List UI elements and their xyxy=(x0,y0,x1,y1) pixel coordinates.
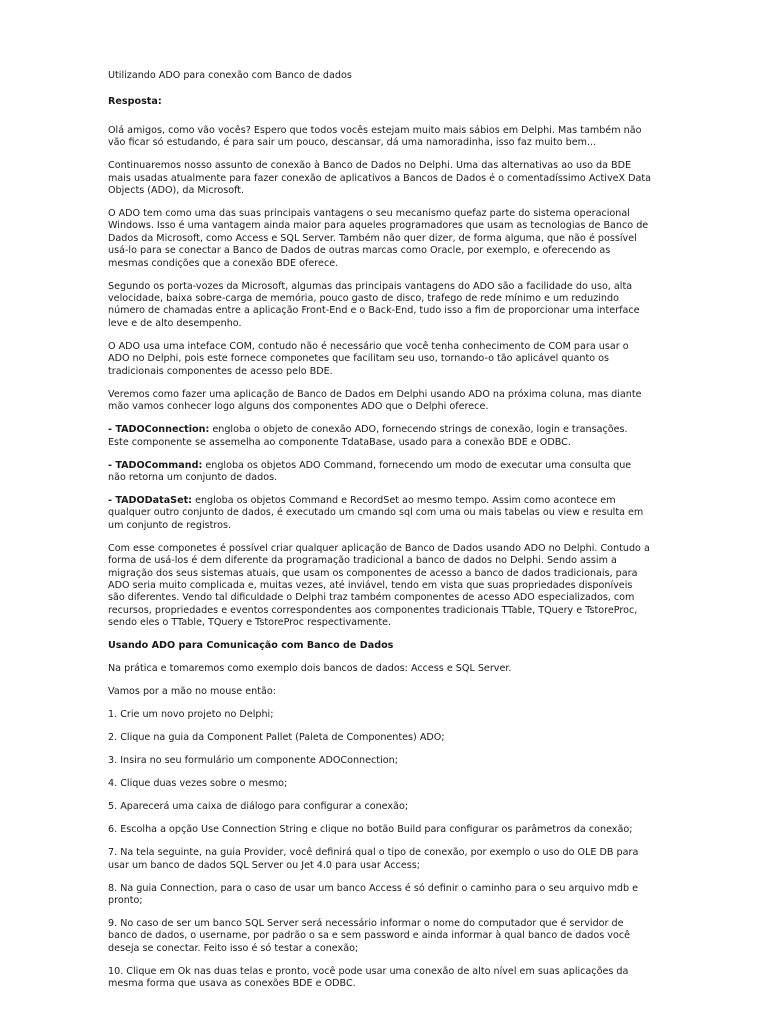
document-page xyxy=(108,70,660,1001)
step-item: 10. Clique em Ok nas duas telas e pronto, você pode usar uma conexão de alto nível em suas aplicações da mesma forma que usava as conexões BDE e ODBC. xyxy=(108,965,629,990)
component-name: - TADOConnection: xyxy=(108,424,210,436)
step-item: 9. No caso de ser um banco SQL Server será necessário informar o nome do computador que é servidor de banco de dados, o username, por padrão o sa e sem password e ainda informar à qual banco de dados você deseja se conectar. Feito isso é só testar a conexão; xyxy=(108,917,630,954)
step-item: 6. Escolha a opção Use Connection String e clique no botão Build para configurar os parâmetros da conexão; xyxy=(108,824,633,836)
step-item: 3. Insira no seu formulário um componente ADOConnection; xyxy=(108,755,398,767)
component-name: - TADODataSet: xyxy=(108,494,193,506)
section-intro: Na prática e tomaremos como exemplo dois bancos de dados: Access e SQL Server. xyxy=(108,663,512,675)
intro-paragraph: Continuaremos nosso assunto de conexão à Banco de Dados no Delphi. Uma das alternativas ao uso da BDE mais usadas atualmente para fazer conexão de aplicativos a Bancos de Dados é o comentadíssimo ActiveX Data Objects (ADO), da Microsoft. xyxy=(108,160,652,197)
section-intro: Vamos por a mão no mouse então: xyxy=(108,686,276,698)
component-description: engloba o objeto de conexão ADO, fornecendo strings de conexão, login e transações. Este componente se assemelha ao componente TdataBase, usado para a conexão BDE e ODBC. xyxy=(108,424,628,448)
component-item xyxy=(108,495,660,532)
component-item xyxy=(108,460,660,485)
component-description: engloba os objetos ADO Command, fornecendo um modo de executar uma consulta que não retorna um conjunto de dados. xyxy=(108,459,632,483)
intro-paragraph: O ADO tem como uma das suas principais vantagens o seu mecanismo quefaz parte do sistema operacional Windows. Isso é uma vantagem ainda maior para aqueles programadores que usam as tecnologias de Banco de Dados da Microsoft, como Access e SQL Server. Também não quer dizer, de forma alguma, que não é possível usá-lo para se conectar a Banco de Dados de outras marcas como Oracle, por exemplo, e oferecendo as mesmas condições que a conexão BDE oferece. xyxy=(108,208,649,269)
intro-paragraph: Segundo os porta-vozes da Microsoft, algumas das principais vantagens do ADO são a facilidade do uso, alta velocidade, baixa sobre-carga de memória, pouco gasto de disco, trafego de rede mínimo e um reduzindo número de chamadas entre a aplicação Front-End e o Back-End, tudo isso a fim de proporcionar uma interface leve e de alto desempenho. xyxy=(108,280,640,329)
component-description: engloba os objetos Command e RecordSet ao mesmo tempo. Assim como acontece em qualquer outro conjunto de dados, é executado um cmando sql com uma ou mais tabelas ou view e resulta em um conjunto de registros. xyxy=(108,494,644,531)
document-title: Utilizando ADO para conexão com Banco de dados xyxy=(108,70,352,81)
intro-paragraph: Olá amigos, como vão vocês? Espero que todos vocês estejam muito mais sábios em Delphi. Mas também não vão ficar só estudando, é para sair um pouco, descansar, dá uma namoradinha, isso faz muito bem... xyxy=(108,124,642,149)
component-item xyxy=(108,424,660,449)
summary-paragraph: Com esse componetes é possível criar qualquer aplicação de Banco de Dados usando ADO no Delphi. Contudo a forma de usá-los é dem diferente da programação tradicional a banco de dados no Delphi. Sendo assim a migração dos seus sistemas atuais, que usam os componentes de acesso a banco de dados tradicionais, para ADO seria muito complicada e, muitas vezes, até inviável, tendo em vista que suas propriedades disponíveis são diferentes. Vendo tal dificuldade o Delphi traz também componentes de acesso ADO especializados, com recursos, propriedades e eventos correspondentes aos componentes tradicionais TTable, TQuery e TstoreProc, sendo eles o TTable, TQuery e TstoreProc respectivamente. xyxy=(108,542,650,629)
step-item: 7. Na tela seguinte, na guia Provider, você definirá qual o tipo de conexão, por exemplo o uso do OLE DB para usar um banco de dados SQL Server ou Jet 4.0 para usar Access; xyxy=(108,847,639,871)
intro-paragraph: Veremos como fazer uma aplicação de Banco de Dados em Delphi usando ADO na próxima coluna, mas diante mão vamos conhecer logo alguns dos componentes ADO que o Delphi oferece. xyxy=(108,388,642,413)
step-item: 8. Na guia Connection, para o caso de usar um banco Access é só definir o caminho para o seu arquivo mdb e pronto; xyxy=(108,882,639,906)
step-item: 5. Aparecerá uma caixa de diálogo para configurar a conexão; xyxy=(108,801,409,813)
step-item: 2. Clique na guia da Component Pallet (Paleta de Componentes) ADO; xyxy=(108,732,445,744)
intro-paragraph: O ADO usa uma inteface COM, contudo não é necessário que você tenha conhecimento de COM para usar o ADO no Delphi, pois este fornece componetes que facilitam seu uso, tornando-o tão aplicável quanto os tradicionais componentes de acesso pelo BDE. xyxy=(108,340,629,377)
section-heading: Usando ADO para Comunicação com Banco de Dados xyxy=(108,640,394,652)
step-item: 1. Crie um novo projeto no Delphi; xyxy=(108,709,274,721)
answer-label: Resposta: xyxy=(108,96,162,108)
component-name: - TADOCommand: xyxy=(108,459,203,471)
step-item: 4. Clique duas vezes sobre o mesmo; xyxy=(108,778,288,790)
